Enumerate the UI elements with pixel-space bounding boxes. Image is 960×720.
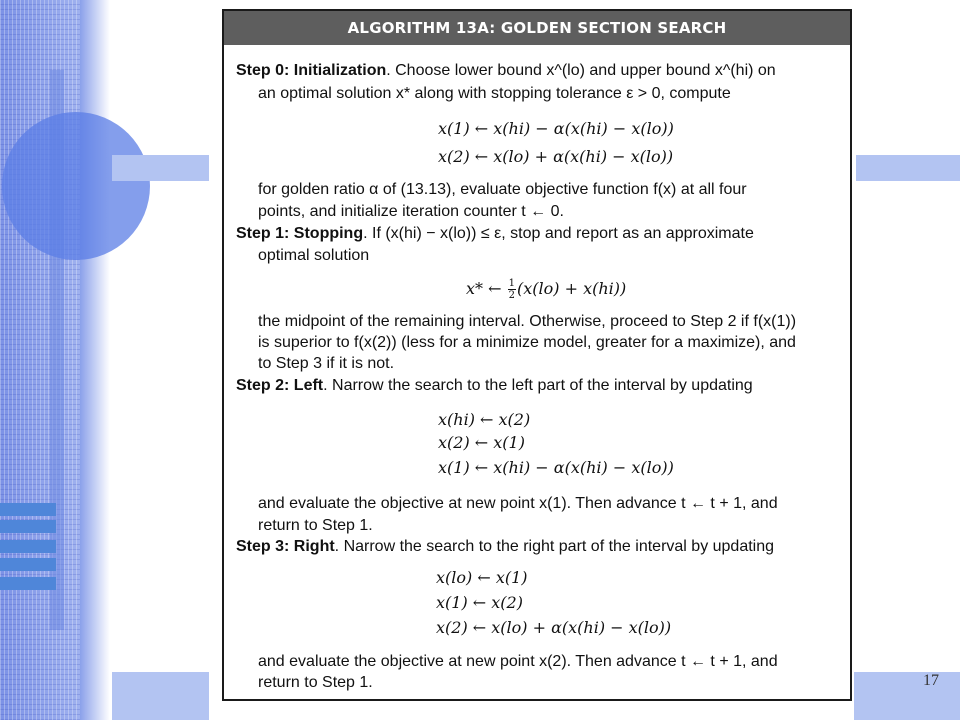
step0-line2: an optimal solution x* along with stopping tolerance ε > 0, compute [258,85,731,102]
step2-line2: and evaluate the objective at new point x(1). Then advance t ← t + 1, and [258,495,778,512]
step2-heading: Step 2: Left [236,377,324,394]
step1-line2: optimal solution [258,247,370,264]
step3-equation-3: x(2) ← x(lo) + α(x(hi) − x(lo)) [436,618,672,637]
step2-equation-2: x(2) ← x(1) [438,433,525,452]
step1-equation-rhs: (x(lo) + x(hi)) [516,279,627,298]
step1-line3: the midpoint of the remaining interval. Otherwise, proceed to Step 2 if f(x(1)) [258,313,797,330]
step2-line1 [236,377,753,395]
step1-heading: Step 1: Stopping [236,225,364,242]
step0-equation-1: x(1) ← x(hi) − α(x(hi) − x(lo)) [438,119,674,138]
step1-line5: to Step 3 if it is not. [258,355,395,372]
left-decorative-stripe [0,0,80,720]
step1-equation [466,278,626,301]
step0-equation-2: x(2) ← x(lo) + α(x(hi) − x(lo)) [438,147,674,166]
step1-line1 [236,225,754,243]
step3-line3: return to Step 1. [258,674,373,691]
step1-line4: is superior to f(x(2)) (less for a minimize model, greater for a maximize), and [258,334,796,351]
step3-line1 [236,538,774,556]
step0-line1-text: . Choose lower bound x^(lo) and upper bound x^(hi) on [386,62,776,79]
step3-line1-text: . Narrow the search to the right part of the interval by updating [334,538,775,555]
step2-line1-text: . Narrow the search to the left part of the interval by updating [323,377,753,394]
decorative-bar-1 [0,503,56,516]
step0-line3: for golden ratio α of (13.13), evaluate objective function f(x) at all four [258,181,747,198]
step1-line1-text: . If (x(hi) − x(lo)) ≤ ε, stop and report as an approximate [363,225,754,242]
step2-equation-1: x(hi) ← x(2) [438,410,531,429]
step0-line1 [236,62,776,80]
decorative-circle [2,112,150,260]
decorative-bar-5 [0,577,56,590]
fraction-numerator: 1 [508,278,515,289]
step1-equation-lhs: x* ← [466,279,507,298]
left-stripe-fade [80,0,110,720]
step3-heading: Step 3: Right [236,538,335,555]
step2-line3: return to Step 1. [258,517,373,534]
step3-equation-2: x(1) ← x(2) [436,593,523,612]
step0-heading: Step 0: Initialization [236,62,387,79]
step2-equation-3: x(1) ← x(hi) − α(x(hi) − x(lo)) [438,458,674,477]
one-half-fraction [508,278,516,301]
page-number: 17 [923,672,939,689]
decorative-band-left [112,155,209,181]
step3-line2: and evaluate the objective at new point x(2). Then advance t ← t + 1, and [258,653,778,670]
decorative-bar-4 [0,558,56,571]
decorative-bar-2 [0,520,56,533]
step3-equation-1: x(lo) ← x(1) [436,568,528,587]
fraction-denominator: 2 [508,290,515,301]
decorative-band-right [856,155,960,181]
decorative-bar-3 [0,540,56,553]
step0-line4: points, and initialize iteration counter t ← 0. [258,203,564,220]
algorithm-title: ALGORITHM 13A: GOLDEN SECTION SEARCH [224,11,850,45]
